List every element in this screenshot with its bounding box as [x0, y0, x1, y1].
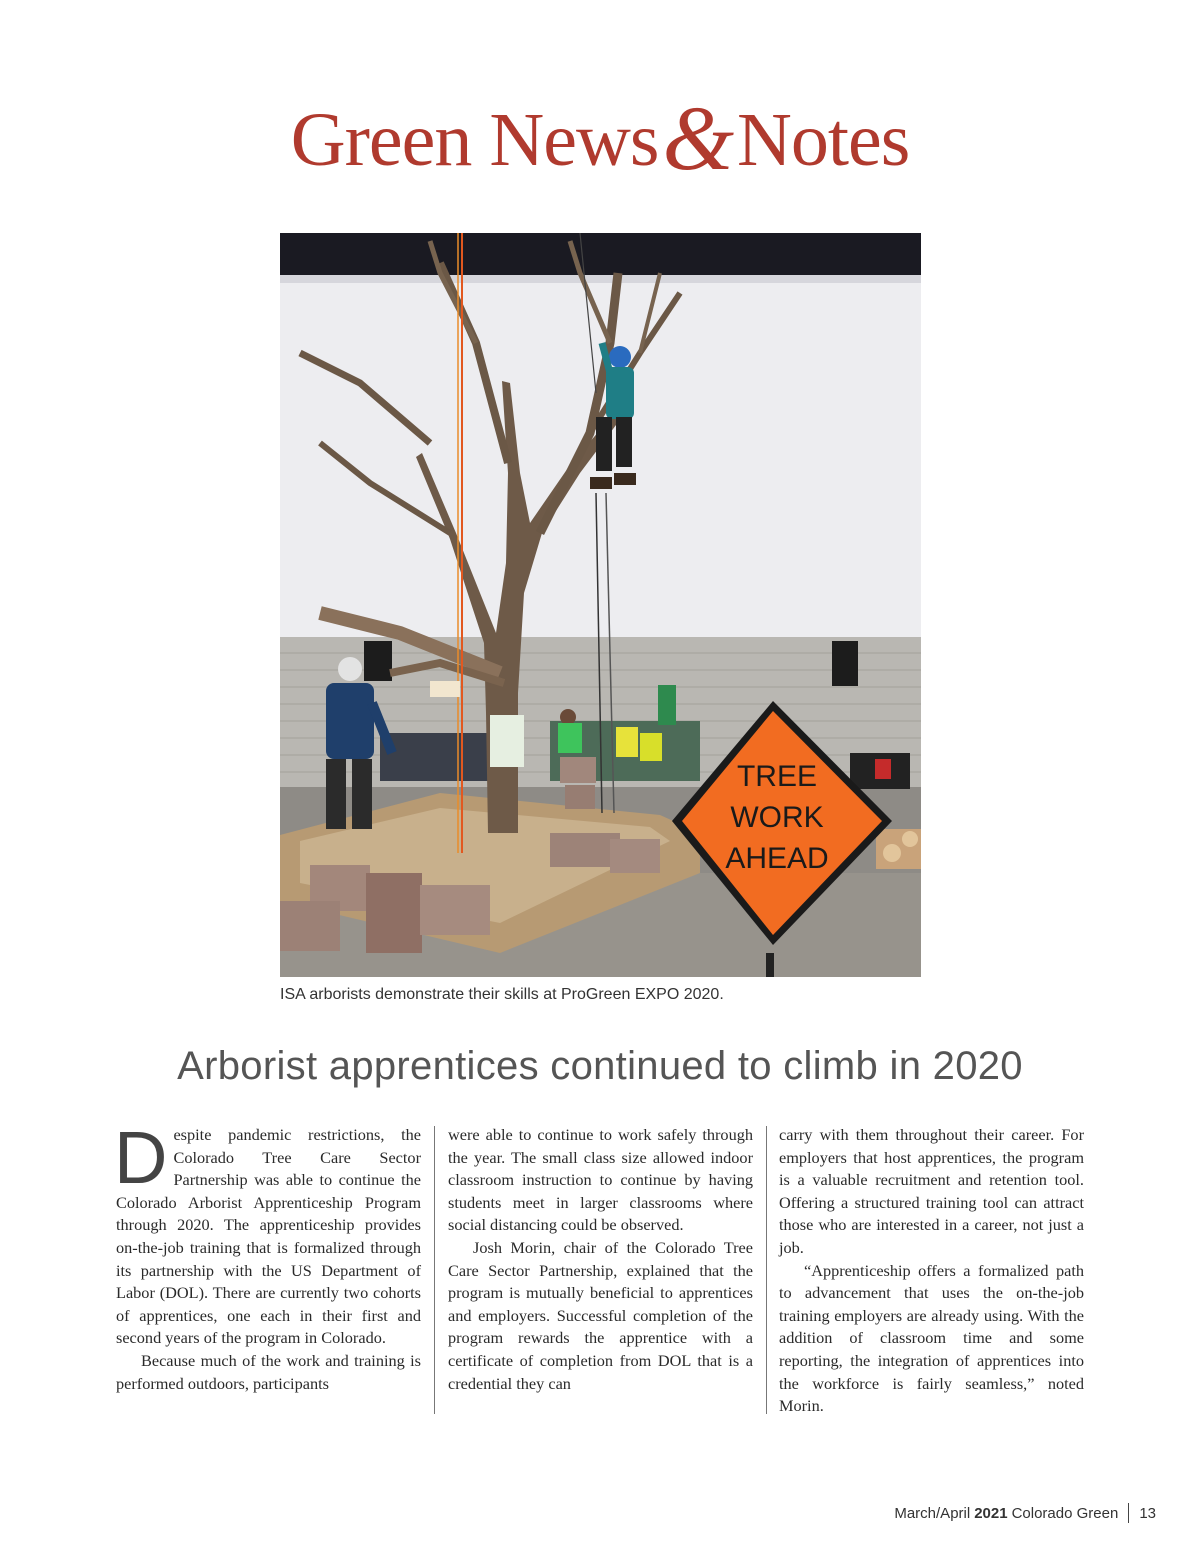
sign-text-line3: AHEAD	[725, 842, 829, 875]
article-column-1	[114, 1116, 421, 1395]
article-paragraph: were able to continue to work safely through the year. The small class size allowed indoor classroom instruction to continue by having students meet in larger classrooms where social distancing could be observed.	[448, 1125, 753, 1235]
article-paragraph	[114, 1116, 421, 1350]
article-paragraph: Josh Morin, chair of the Colorado Tree Care Sector Partnership, explained that the program is mutually beneficial to apprentices and employers. Successful completion of the program rewards the apprentice with a certificate of completion from DOL that is a credential they can	[448, 1237, 753, 1393]
masthead-part1: Green News	[290, 98, 659, 182]
article-paragraph: Because much of the work and training is performed outdoors, participants	[116, 1350, 421, 1393]
article-paragraph: “Apprenticeship offers a formalized path to advancement that uses the on-the-job training employers are already using. With the addition of classroom time and some reporting, the integration of apprentices into the workforce is fairly seamless,” noted Morin.	[779, 1260, 1084, 1416]
page-number: 13	[1139, 1504, 1156, 1522]
article-paragraph: carry with them throughout their career. For employers that host apprentices, the program is a valuable recruitment and retention tool. Offering a structured training tool can attract those who are interested in a career, not just a job.	[779, 1125, 1084, 1257]
drop-cap: D	[114, 1116, 168, 1199]
footer-publication: Colorado Green	[1011, 1504, 1119, 1522]
article-headline: Arborist apprentices continued to climb in 2020	[177, 1044, 1023, 1088]
masthead-part2: Notes	[737, 98, 910, 182]
sign-text-line1: TREE	[736, 760, 818, 793]
footer-separator	[1128, 1503, 1129, 1523]
article-column-2	[448, 1124, 753, 1395]
column-divider	[766, 1126, 767, 1414]
sign-text-line2: WORK	[730, 801, 824, 834]
column-divider	[434, 1126, 435, 1414]
photo-caption: ISA arborists demonstrate their skills at ProGreen EXPO 2020.	[280, 986, 724, 1003]
paragraph-text: espite pandemic restrictions, the Colorado Tree Care Sector Partnership was able to continue the Colorado Arborist Apprenticeship Program through 2020. The apprenticeship provides on-the-job training that is formalized through its partnership with the US Department of Labor (DOL). There are currently two cohorts of apprentices, one each in their first and second years of the program in Colorado.	[116, 1125, 421, 1348]
article-photo	[280, 233, 921, 977]
footer-year: 2021	[974, 1504, 1008, 1522]
article-column-3	[779, 1124, 1084, 1418]
section-masthead	[0, 87, 1200, 189]
footer-issue: March/April	[894, 1504, 971, 1522]
masthead-ampersand: &	[662, 87, 733, 189]
page-footer	[894, 1503, 1156, 1523]
